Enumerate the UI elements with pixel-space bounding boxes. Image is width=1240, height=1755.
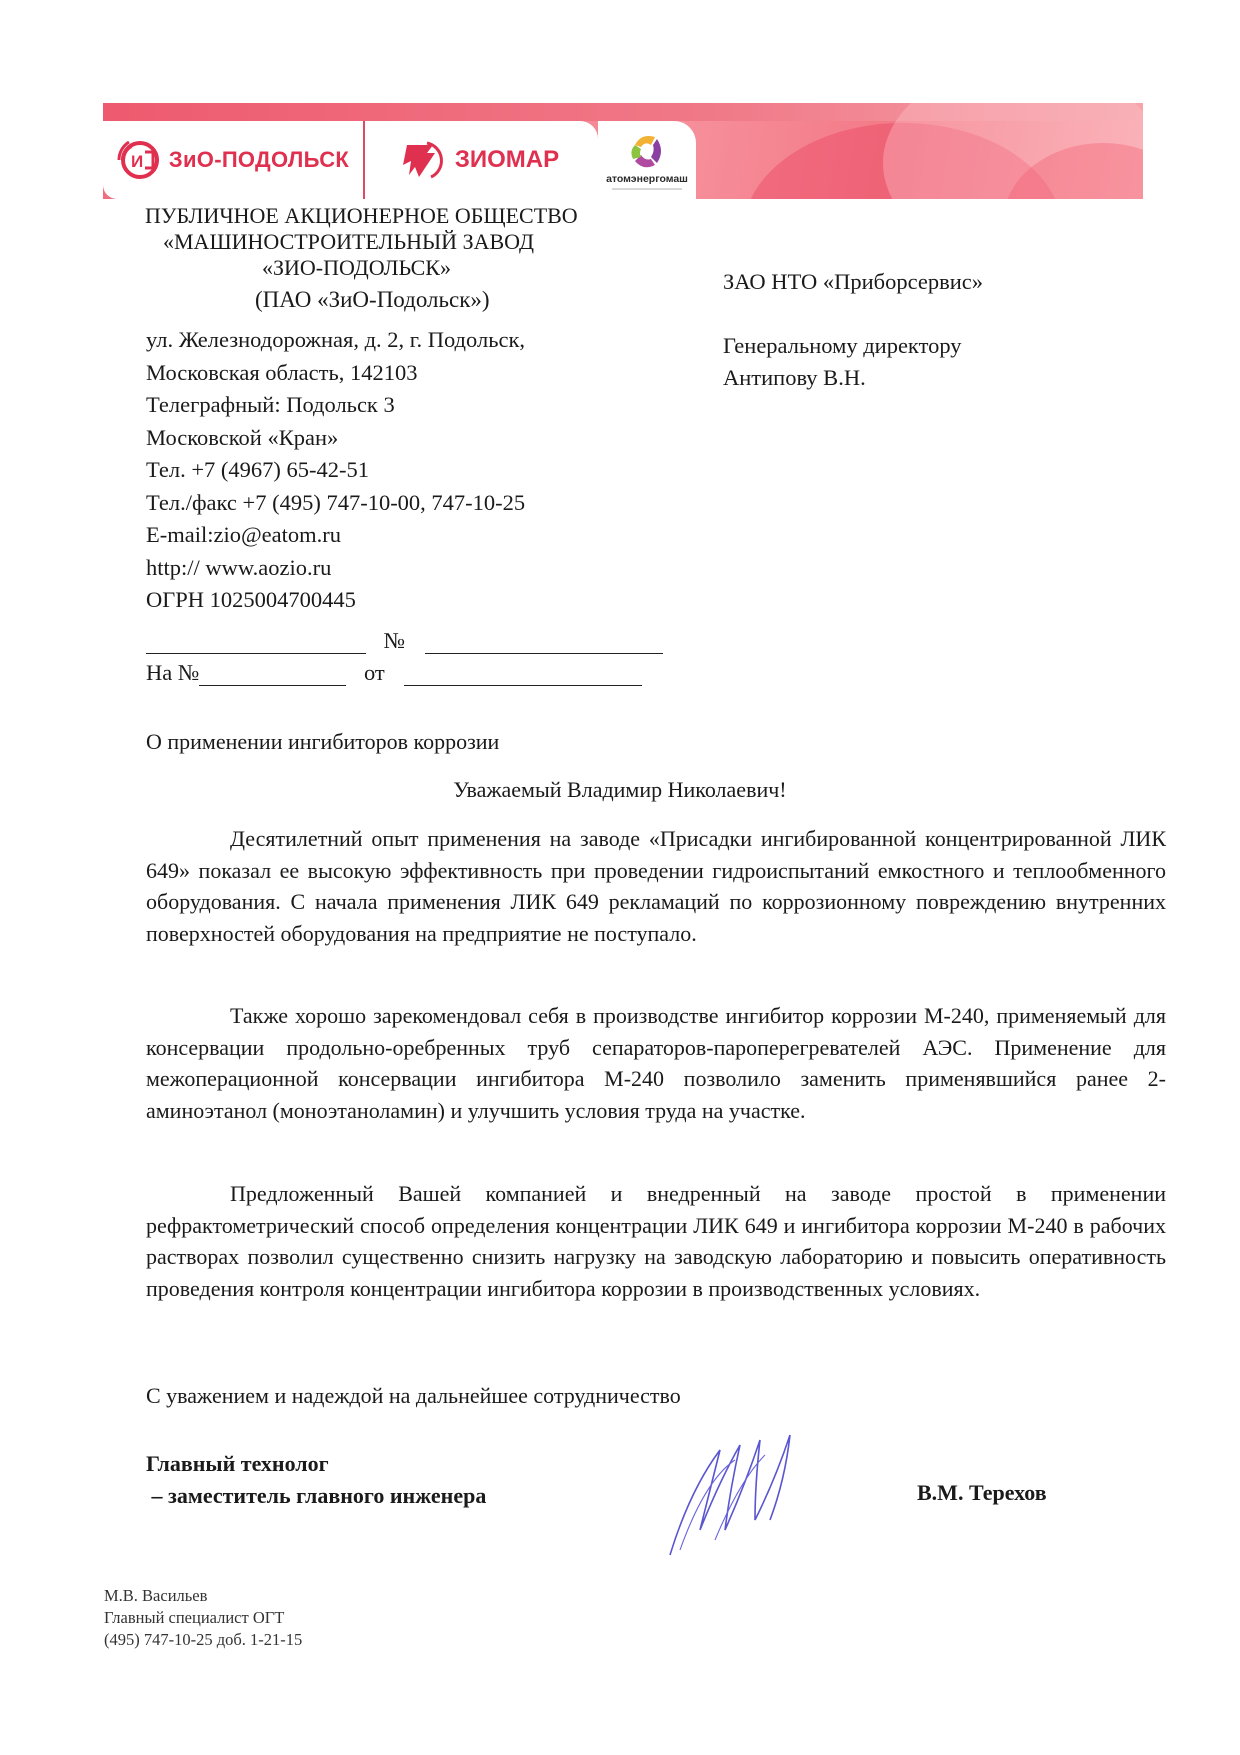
paragraph [146, 823, 1166, 949]
reply-number-line [146, 660, 642, 686]
outgoing-number-line [146, 628, 663, 654]
recipient-block [723, 266, 983, 394]
svg-text:И: И [130, 152, 144, 171]
zio-podolsk-logo [103, 121, 365, 199]
ziomar-emblem-icon [401, 139, 447, 181]
ziomar-logo [365, 121, 595, 199]
signatory-name: В.М. Терехов [917, 1480, 1047, 1505]
telegraph-line: Телеграфный: Подольск 3 [146, 392, 395, 417]
from-label: от [363, 660, 385, 685]
closing-line: С уважением и надеждой на дальнейшее сотрудничество [146, 1383, 681, 1408]
recipient-name: Антипову В.Н. [723, 365, 866, 390]
address-line: ул. Железнодорожная, д. 2, г. Подольск, [146, 327, 525, 352]
signatory-title-line1: Главный технолог [146, 1451, 329, 1476]
paragraph-text: Предложенный Вашей компанией и внедренный на заводе простой в применении рефрактометрический способ определения концентрации ЛИК 649 и ингибитора коррозии М-240 в рабочих растворах позволил существенно снизить нагрузку на заводскую лабораторию и повысить оперативность проведения контроля концентрации ингибитора коррозии в производственных условиях. [146, 1181, 1166, 1301]
recipient-position: Генеральному директору [723, 333, 962, 358]
company-name-line: ПУБЛИЧНОЕ АКЦИОНЕРНОЕ ОБЩЕСТВО [145, 203, 578, 228]
executor-phone: (495) 747-10-25 доб. 1-21-15 [104, 1630, 303, 1649]
company-short-name: (ПАО «ЗиО-Подольск») [255, 287, 490, 312]
email: E-mail:zio@eatom.ru [146, 522, 342, 547]
paragraph-text: Десятилетний опыт применения на заводе «Присадки ингибированной концентрированной ЛИК 649» показал ее высокую эффективность при проведении гидроиспытаний емкостного и теплообменного оборудования. С начала применения ЛИК 649 рекламаций по коррозионному повреждению внутренних поверхностей оборудования на предприятие не поступало. [146, 826, 1166, 946]
executor-block [104, 1585, 302, 1651]
paragraph-text: Также хорошо зарекомендовал себя в производстве ингибитор коррозии М-240, применяемый для консервации продольно-оребренных труб сепараторов-пароперегревателей АЭС. Применение для межоперационной консервации ингибитора М-240 позволило заменить применявшийся ранее 2- аминоэтанол (моноэтаноламин) и улучшить условия труда на участке. [146, 1003, 1166, 1123]
paragraph [146, 1178, 1166, 1304]
letter-subject: О применении ингибиторов коррозии [146, 729, 500, 754]
paragraph [146, 1000, 1166, 1126]
atomenergomash-tagline [612, 188, 682, 190]
salutation: Уважаемый Владимир Николаевич! [453, 777, 787, 802]
phone: Тел. +7 (4967) 65-42-51 [146, 457, 370, 482]
reply-number-field[interactable] [199, 661, 346, 686]
atomenergomash-emblem-icon [627, 131, 667, 171]
zio-podolsk-logo-text: ЗиО-ПОДОЛЬСК [168, 147, 350, 172]
phone-fax: Тел./факс +7 (495) 747-10-00, 747-10-25 [146, 489, 526, 515]
ziomar-logo-text: ЗИОМАР [454, 146, 560, 173]
atomenergomash-logo [598, 121, 696, 199]
website: http:// www.aozio.ru [146, 554, 332, 580]
reply-date-field[interactable] [404, 661, 642, 686]
address-region: Московская область, 142103 [146, 359, 418, 385]
outgoing-number-field[interactable] [425, 629, 663, 654]
company-name-block [145, 200, 578, 316]
outgoing-date-field[interactable] [146, 629, 366, 654]
atomenergomash-logo-text: атомэнергомаш [606, 172, 688, 185]
telegraph-code: Московской «Кран» [146, 424, 339, 450]
zio-emblem-icon [117, 140, 163, 180]
executor-position: Главный специалист ОГТ [104, 1608, 285, 1627]
ogrn: ОГРН 1025004700445 [146, 587, 356, 612]
executor-name: М.В. Васильев [104, 1586, 208, 1605]
handwritten-signature [660, 1430, 900, 1560]
signatory-title-line2: – заместитель главного инженера [146, 1483, 487, 1508]
signatory-title [146, 1448, 486, 1512]
logo-panel [103, 121, 598, 199]
letterhead-banner [103, 103, 1143, 199]
company-name-line: «ЗИО-ПОДОЛЬСК» [262, 255, 451, 280]
company-contacts [146, 324, 525, 617]
company-name-line: «МАШИНОСТРОИТЕЛЬНЫЙ ЗАВОД [163, 229, 534, 254]
reply-label: На № [146, 660, 200, 685]
number-label: № [383, 628, 406, 653]
recipient-organization: ЗАО НТО «Приборсервис» [723, 269, 983, 294]
